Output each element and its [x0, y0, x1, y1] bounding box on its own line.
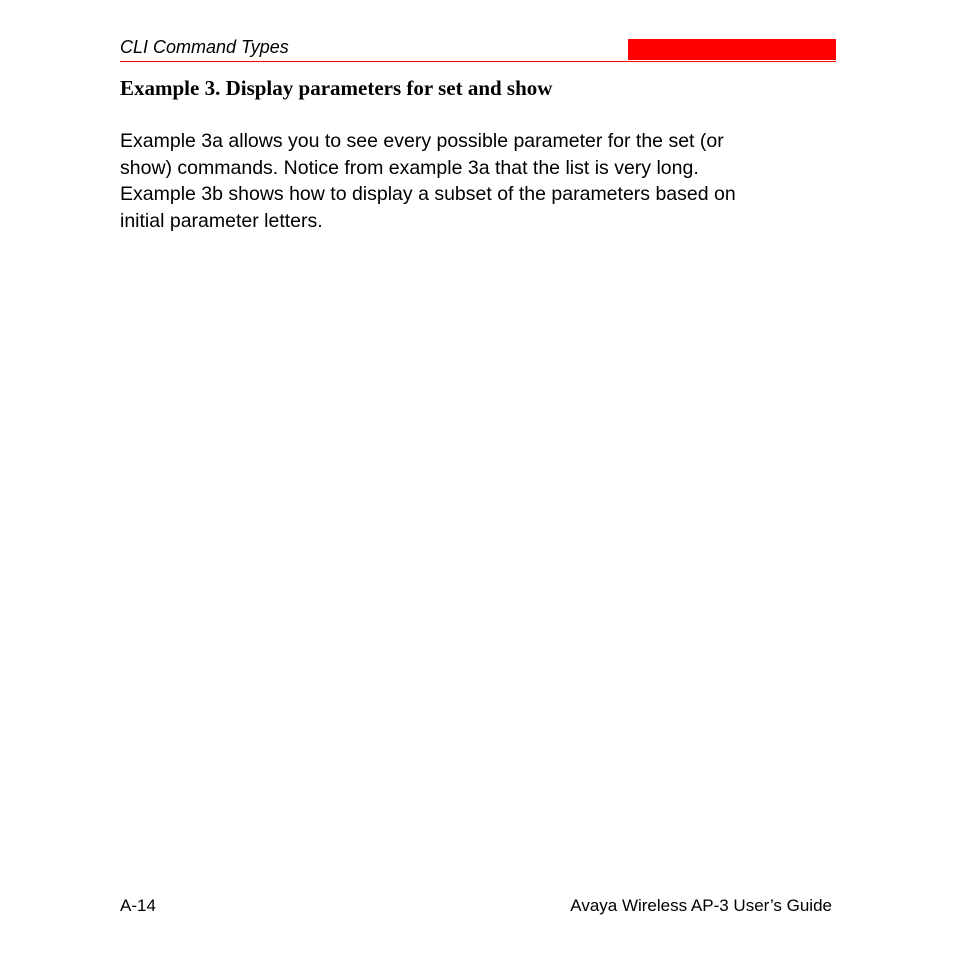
- paragraph-line: show) commands. Notice from example 3a that the list is very long.: [120, 156, 699, 179]
- header-accent-bar: [628, 39, 836, 60]
- header-rule-line: [120, 61, 836, 62]
- footer-book-title: Avaya Wireless AP-3 User’s Guide: [570, 896, 832, 915]
- paragraph-line: Example 3b shows how to display a subset of the parameters based on: [120, 183, 736, 205]
- body-paragraph: [120, 128, 836, 234]
- section-heading: Example 3. Display parameters for set and show: [120, 76, 553, 100]
- paragraph-line: initial parameter letters.: [120, 209, 323, 232]
- paragraph-line: Example 3a allows you to see every possible parameter for the set (or: [120, 130, 724, 152]
- footer-page-number: A-14: [120, 896, 156, 915]
- running-header-title: CLI Command Types: [120, 37, 289, 57]
